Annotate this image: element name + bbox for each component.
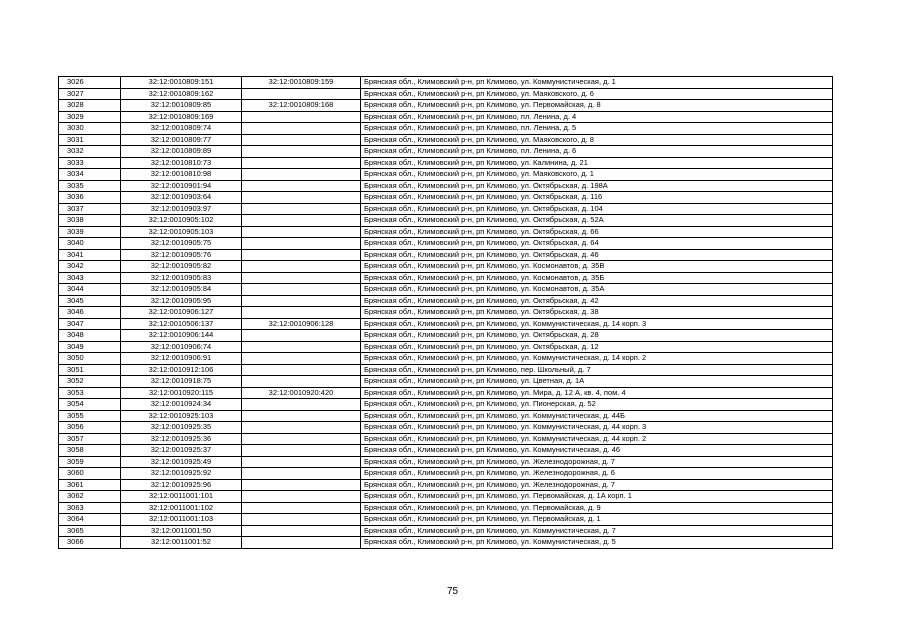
related-cadastral-number-cell xyxy=(242,514,361,526)
cadastral-number-cell: 32:12:0010912:106 xyxy=(121,364,242,376)
address-cell: Брянская обл., Климовский р-н, рп Климово, ул. Калинина, д. 21 xyxy=(361,157,833,169)
table-row xyxy=(59,192,833,204)
table-row xyxy=(59,284,833,296)
related-cadastral-number-cell xyxy=(242,525,361,537)
related-cadastral-number-cell xyxy=(242,192,361,204)
table-row xyxy=(59,456,833,468)
table-row xyxy=(59,468,833,480)
related-cadastral-number-cell: 32:12:0010809:159 xyxy=(242,77,361,89)
related-cadastral-number-cell xyxy=(242,479,361,491)
row-number-cell: 3034 xyxy=(59,169,121,181)
cadastral-number-cell: 32:12:0010925:92 xyxy=(121,468,242,480)
cadastral-number-cell: 32:12:0010906:91 xyxy=(121,353,242,365)
row-number-cell: 3035 xyxy=(59,180,121,192)
row-number-cell: 3037 xyxy=(59,203,121,215)
address-cell: Брянская обл., Климовский р-н, рп Климово, ул. Коммунистическая, д. 1 xyxy=(361,77,833,89)
table-row xyxy=(59,353,833,365)
cadastral-number-cell: 32:12:0010925:36 xyxy=(121,433,242,445)
cadastral-number-cell: 32:12:0010920:115 xyxy=(121,387,242,399)
cadastral-number-cell: 32:12:0010906:127 xyxy=(121,307,242,319)
row-number-cell: 3043 xyxy=(59,272,121,284)
related-cadastral-number-cell xyxy=(242,88,361,100)
row-number-cell: 3027 xyxy=(59,88,121,100)
table-row xyxy=(59,445,833,457)
table-row xyxy=(59,180,833,192)
row-number-cell: 3051 xyxy=(59,364,121,376)
related-cadastral-number-cell xyxy=(242,491,361,503)
row-number-cell: 3028 xyxy=(59,100,121,112)
address-cell: Брянская обл., Климовский р-н, рп Климово, ул. Маяковского, д. 8 xyxy=(361,134,833,146)
related-cadastral-number-cell xyxy=(242,330,361,342)
related-cadastral-number-cell xyxy=(242,468,361,480)
address-cell: Брянская обл., Климовский р-н, рп Климово, ул. Первомайская, д. 1А корп. 1 xyxy=(361,491,833,503)
address-cell: Брянская обл., Климовский р-н, рп Климово, ул. Октябрьская, д. 64 xyxy=(361,238,833,250)
table-row xyxy=(59,146,833,158)
related-cadastral-number-cell xyxy=(242,226,361,238)
address-cell: Брянская обл., Климовский р-н, рп Климово, ул. Пионерская, д. 52 xyxy=(361,399,833,411)
related-cadastral-number-cell xyxy=(242,169,361,181)
related-cadastral-number-cell xyxy=(242,295,361,307)
address-cell: Брянская обл., Климовский р-н, рп Климово, ул. Октябрьская, д. 42 xyxy=(361,295,833,307)
related-cadastral-number-cell xyxy=(242,238,361,250)
cadastral-number-cell: 32:12:0010809:74 xyxy=(121,123,242,135)
row-number-cell: 3038 xyxy=(59,215,121,227)
related-cadastral-number-cell xyxy=(242,376,361,388)
table-row xyxy=(59,318,833,330)
cadastral-number-cell: 32:12:0010918:75 xyxy=(121,376,242,388)
related-cadastral-number-cell xyxy=(242,180,361,192)
table-row xyxy=(59,249,833,261)
table-row xyxy=(59,226,833,238)
table-row xyxy=(59,203,833,215)
cadastral-number-cell: 32:12:0010905:103 xyxy=(121,226,242,238)
related-cadastral-number-cell xyxy=(242,433,361,445)
table-row xyxy=(59,479,833,491)
address-cell: Брянская обл., Климовский р-н, рп Климово, ул. Октябрьская, д. 12 xyxy=(361,341,833,353)
table-row xyxy=(59,491,833,503)
row-number-cell: 3061 xyxy=(59,479,121,491)
address-cell: Брянская обл., Климовский р-н, рп Климово, пл. Ленина, д. 6 xyxy=(361,146,833,158)
table-row xyxy=(59,525,833,537)
address-cell: Брянская обл., Климовский р-н, рп Климово, ул. Цветная, д. 1А xyxy=(361,376,833,388)
table-row xyxy=(59,215,833,227)
row-number-cell: 3031 xyxy=(59,134,121,146)
address-cell: Брянская обл., Климовский р-н, рп Климово, ул. Коммунистическая, д. 14 корп. 2 xyxy=(361,353,833,365)
table-row xyxy=(59,364,833,376)
table-row xyxy=(59,261,833,273)
cadastral-number-cell: 32:12:0010925:49 xyxy=(121,456,242,468)
cadastral-number-cell: 32:12:0010903:97 xyxy=(121,203,242,215)
address-cell: Брянская обл., Климовский р-н, рп Климово, ул. Маяковского, д. 6 xyxy=(361,88,833,100)
related-cadastral-number-cell xyxy=(242,284,361,296)
related-cadastral-number-cell xyxy=(242,456,361,468)
cadastral-number-cell: 32:12:0010905:102 xyxy=(121,215,242,227)
table-row xyxy=(59,295,833,307)
registry-table xyxy=(58,76,833,549)
address-cell: Брянская обл., Климовский р-н, рп Климово, ул. Октябрьская, д. 28 xyxy=(361,330,833,342)
address-cell: Брянская обл., Климовский р-н, рп Климово, ул. Октябрьская, д. 104 xyxy=(361,203,833,215)
cadastral-number-cell: 32:12:0011001:101 xyxy=(121,491,242,503)
address-cell: Брянская обл., Климовский р-н, рп Климово, ул. Железнодорожная, д. 6 xyxy=(361,468,833,480)
address-cell: Брянская обл., Климовский р-н, рп Климово, ул. Железнодорожная, д. 7 xyxy=(361,456,833,468)
row-number-cell: 3046 xyxy=(59,307,121,319)
cadastral-number-cell: 32:12:0010906:144 xyxy=(121,330,242,342)
row-number-cell: 3026 xyxy=(59,77,121,89)
related-cadastral-number-cell xyxy=(242,272,361,284)
cadastral-number-cell: 32:12:0010809:77 xyxy=(121,134,242,146)
row-number-cell: 3049 xyxy=(59,341,121,353)
related-cadastral-number-cell xyxy=(242,215,361,227)
address-cell: Брянская обл., Климовский р-н, рп Климово, ул. Космонавтов, д. 35А xyxy=(361,284,833,296)
table-row xyxy=(59,341,833,353)
related-cadastral-number-cell xyxy=(242,111,361,123)
row-number-cell: 3036 xyxy=(59,192,121,204)
cadastral-number-cell: 32:12:0010506:137 xyxy=(121,318,242,330)
related-cadastral-number-cell xyxy=(242,364,361,376)
cadastral-number-cell: 32:12:0010809:169 xyxy=(121,111,242,123)
address-cell: Брянская обл., Климовский р-н, рп Климово, пл. Ленина, д. 5 xyxy=(361,123,833,135)
table-row xyxy=(59,157,833,169)
row-number-cell: 3054 xyxy=(59,399,121,411)
row-number-cell: 3063 xyxy=(59,502,121,514)
address-cell: Брянская обл., Климовский р-н, рп Климово, ул. Октябрьская, д. 46 xyxy=(361,249,833,261)
page-number: 75 xyxy=(446,586,459,597)
address-cell: Брянская обл., Климовский р-н, рп Климово, ул. Первомайская, д. 8 xyxy=(361,100,833,112)
address-cell: Брянская обл., Климовский р-н, рп Климово, ул. Коммунистическая, д. 5 xyxy=(361,537,833,549)
row-number-cell: 3044 xyxy=(59,284,121,296)
cadastral-number-cell: 32:12:0010925:103 xyxy=(121,410,242,422)
related-cadastral-number-cell xyxy=(242,203,361,215)
table-row xyxy=(59,123,833,135)
table-row xyxy=(59,537,833,549)
address-cell: Брянская обл., Климовский р-н, рп Климово, ул. Коммунистическая, д. 7 xyxy=(361,525,833,537)
address-cell: Брянская обл., Климовский р-н, рп Климово, ул. Космонавтов, д. 35Б xyxy=(361,272,833,284)
row-number-cell: 3057 xyxy=(59,433,121,445)
address-cell: Брянская обл., Климовский р-н, рп Климово, ул. Коммунистическая, д. 46 xyxy=(361,445,833,457)
cadastral-number-cell: 32:12:0010809:85 xyxy=(121,100,242,112)
related-cadastral-number-cell xyxy=(242,537,361,549)
table-row xyxy=(59,111,833,123)
cadastral-number-cell: 32:12:0010905:95 xyxy=(121,295,242,307)
table-row xyxy=(59,134,833,146)
cadastral-number-cell: 32:12:0010925:37 xyxy=(121,445,242,457)
row-number-cell: 3039 xyxy=(59,226,121,238)
row-number-cell: 3066 xyxy=(59,537,121,549)
cadastral-number-cell: 32:12:0010925:35 xyxy=(121,422,242,434)
row-number-cell: 3041 xyxy=(59,249,121,261)
cadastral-number-cell: 32:12:0010906:74 xyxy=(121,341,242,353)
row-number-cell: 3048 xyxy=(59,330,121,342)
row-number-cell: 3056 xyxy=(59,422,121,434)
related-cadastral-number-cell: 32:12:0010920:420 xyxy=(242,387,361,399)
table-row xyxy=(59,387,833,399)
row-number-cell: 3047 xyxy=(59,318,121,330)
table-row xyxy=(59,272,833,284)
address-cell: Брянская обл., Климовский р-н, рп Климово, ул. Октябрьская, д. 198А xyxy=(361,180,833,192)
address-cell: Брянская обл., Климовский р-н, рп Климово, ул. Первомайская, д. 9 xyxy=(361,502,833,514)
address-cell: Брянская обл., Климовский р-н, рп Климово, ул. Коммунистическая, д. 44Б xyxy=(361,410,833,422)
table-row xyxy=(59,410,833,422)
row-number-cell: 3060 xyxy=(59,468,121,480)
address-cell: Брянская обл., Климовский р-н, рп Климово, ул. Коммунистическая, д. 14 корп. 3 xyxy=(361,318,833,330)
row-number-cell: 3058 xyxy=(59,445,121,457)
cadastral-number-cell: 32:12:0010901:94 xyxy=(121,180,242,192)
cadastral-number-cell: 32:12:0010810:98 xyxy=(121,169,242,181)
address-cell: Брянская обл., Климовский р-н, рп Климово, пл. Ленина, д. 4 xyxy=(361,111,833,123)
cadastral-number-cell: 32:12:0010810:73 xyxy=(121,157,242,169)
table-row xyxy=(59,330,833,342)
related-cadastral-number-cell xyxy=(242,399,361,411)
row-number-cell: 3032 xyxy=(59,146,121,158)
address-cell: Брянская обл., Климовский р-н, рп Климово, ул. Октябрьская, д. 116 xyxy=(361,192,833,204)
row-number-cell: 3045 xyxy=(59,295,121,307)
table-row xyxy=(59,502,833,514)
address-cell: Брянская обл., Климовский р-н, рп Климово, ул. Космонавтов, д. 35В xyxy=(361,261,833,273)
address-cell: Брянская обл., Климовский р-н, рп Климово, ул. Октябрьская, д. 38 xyxy=(361,307,833,319)
table-row xyxy=(59,307,833,319)
related-cadastral-number-cell xyxy=(242,341,361,353)
address-cell: Брянская обл., Климовский р-н, рп Климово, ул. Мира, д. 12 А, кв. 4, пом. 4 xyxy=(361,387,833,399)
cadastral-number-cell: 32:12:0010905:76 xyxy=(121,249,242,261)
cadastral-number-cell: 32:12:0010924:34 xyxy=(121,399,242,411)
related-cadastral-number-cell xyxy=(242,410,361,422)
related-cadastral-number-cell xyxy=(242,123,361,135)
related-cadastral-number-cell: 32:12:0010906:128 xyxy=(242,318,361,330)
address-cell: Брянская обл., Климовский р-н, рп Климово, ул. Первомайская, д. 1 xyxy=(361,514,833,526)
related-cadastral-number-cell xyxy=(242,157,361,169)
row-number-cell: 3030 xyxy=(59,123,121,135)
cadastral-number-cell: 32:12:0010809:89 xyxy=(121,146,242,158)
table-row xyxy=(59,88,833,100)
related-cadastral-number-cell xyxy=(242,445,361,457)
row-number-cell: 3064 xyxy=(59,514,121,526)
registry-table-body xyxy=(59,77,833,549)
table-row xyxy=(59,376,833,388)
row-number-cell: 3029 xyxy=(59,111,121,123)
cadastral-number-cell: 32:12:0010809:162 xyxy=(121,88,242,100)
cadastral-number-cell: 32:12:0010905:82 xyxy=(121,261,242,273)
row-number-cell: 3052 xyxy=(59,376,121,388)
cadastral-number-cell: 32:12:0011001:102 xyxy=(121,502,242,514)
related-cadastral-number-cell xyxy=(242,353,361,365)
address-cell: Брянская обл., Климовский р-н, рп Климово, ул. Маяковского, д. 1 xyxy=(361,169,833,181)
row-number-cell: 3050 xyxy=(59,353,121,365)
address-cell: Брянская обл., Климовский р-н, рп Климово, ул. Октябрьская, д. 52А xyxy=(361,215,833,227)
table-row xyxy=(59,433,833,445)
row-number-cell: 3065 xyxy=(59,525,121,537)
table-row xyxy=(59,238,833,250)
row-number-cell: 3059 xyxy=(59,456,121,468)
row-number-cell: 3033 xyxy=(59,157,121,169)
row-number-cell: 3040 xyxy=(59,238,121,250)
cadastral-number-cell: 32:12:0010809:151 xyxy=(121,77,242,89)
cadastral-number-cell: 32:12:0011001:103 xyxy=(121,514,242,526)
table-row xyxy=(59,422,833,434)
related-cadastral-number-cell: 32:12:0010809:168 xyxy=(242,100,361,112)
row-number-cell: 3042 xyxy=(59,261,121,273)
row-number-cell: 3062 xyxy=(59,491,121,503)
related-cadastral-number-cell xyxy=(242,249,361,261)
address-cell: Брянская обл., Климовский р-н, рп Климово, ул. Железнодорожная, д. 7 xyxy=(361,479,833,491)
related-cadastral-number-cell xyxy=(242,134,361,146)
cadastral-number-cell: 32:12:0011001:52 xyxy=(121,537,242,549)
cadastral-number-cell: 32:12:0010903:64 xyxy=(121,192,242,204)
table-row xyxy=(59,514,833,526)
related-cadastral-number-cell xyxy=(242,307,361,319)
address-cell: Брянская обл., Климовский р-н, рп Климово, ул. Коммунистическая, д. 44 корп. 3 xyxy=(361,422,833,434)
row-number-cell: 3053 xyxy=(59,387,121,399)
cadastral-number-cell: 32:12:0010925:96 xyxy=(121,479,242,491)
cadastral-number-cell: 32:12:0010905:75 xyxy=(121,238,242,250)
address-cell: Брянская обл., Климовский р-н, рп Климово, ул. Коммунистическая, д. 44 корп. 2 xyxy=(361,433,833,445)
address-cell: Брянская обл., Климовский р-н, рп Климово, ул. Октябрьская, д. 66 xyxy=(361,226,833,238)
related-cadastral-number-cell xyxy=(242,502,361,514)
table-row xyxy=(59,169,833,181)
cadastral-number-cell: 32:12:0011001:50 xyxy=(121,525,242,537)
related-cadastral-number-cell xyxy=(242,146,361,158)
related-cadastral-number-cell xyxy=(242,422,361,434)
table-row xyxy=(59,399,833,411)
table-row xyxy=(59,100,833,112)
cadastral-number-cell: 32:12:0010905:84 xyxy=(121,284,242,296)
table-row xyxy=(59,77,833,89)
address-cell: Брянская обл., Климовский р-н, рп Климово, пер. Школьный, д. 7 xyxy=(361,364,833,376)
cadastral-number-cell: 32:12:0010905:83 xyxy=(121,272,242,284)
related-cadastral-number-cell xyxy=(242,261,361,273)
row-number-cell: 3055 xyxy=(59,410,121,422)
